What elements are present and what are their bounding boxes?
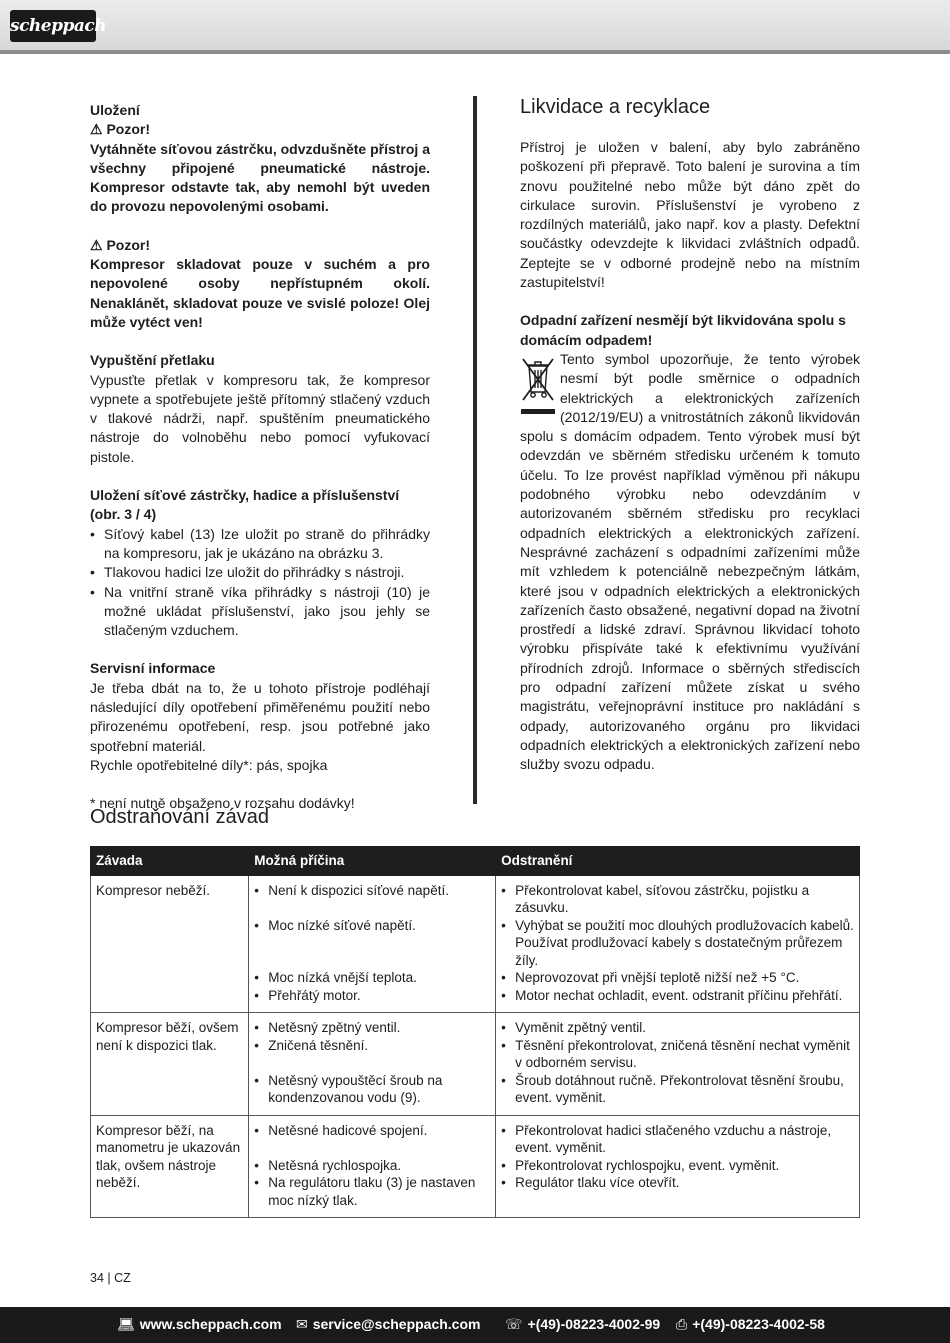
list-item: • Překontrolovat rychlospojku, event. vyměnit. xyxy=(501,1157,854,1175)
cause-cell xyxy=(249,875,496,1013)
left-column xyxy=(90,101,430,814)
overpressure-heading: Vypuštění přetlaku xyxy=(90,352,215,369)
page-number: 34 | CZ xyxy=(90,1271,131,1285)
service-heading: Servisní informace xyxy=(90,660,216,677)
fault-cell: Kompresor neběží. xyxy=(91,875,249,1013)
list-item: • Moc nízká vnější teplota. xyxy=(254,969,490,987)
table-row xyxy=(91,875,860,1013)
website-text: www.scheppach.com xyxy=(139,1316,282,1332)
table-header-row xyxy=(91,847,860,876)
remedy-cell xyxy=(496,875,860,1013)
list-item: • Moc nízké síťové napětí. xyxy=(254,917,490,935)
table-row xyxy=(91,1013,860,1116)
list-item: • Regulátor tlaku více otevřít. xyxy=(501,1174,854,1192)
telephone-icon: ☏ xyxy=(505,1316,523,1332)
table-row xyxy=(91,1115,860,1218)
envelope-icon: ✉ xyxy=(296,1316,308,1332)
weee-heading: Odpadní zařízení nesmějí být likvidována spolu s domácím odpadem! xyxy=(520,312,846,348)
list-item: • Zničená těsnění. xyxy=(254,1037,490,1055)
column-divider xyxy=(473,96,477,804)
list-item: • Přehřátý motor. xyxy=(254,987,490,1005)
footer-website[interactable] xyxy=(117,1316,282,1333)
storage-heading: Uložení xyxy=(90,102,140,118)
warning-text: Kompresor skladovat pouze v suchém a pro nepovolené osoby nepřístupném okolí. Nenaklánět, skladovat pouze ve svislé poloze! Olej může vytéct ven! xyxy=(90,256,430,330)
right-column xyxy=(520,93,860,775)
phone-text: +(49)-08223-4002-99 xyxy=(527,1316,661,1332)
warning-label: ⚠ Pozor! xyxy=(90,121,150,138)
column-header: Možná příčina xyxy=(249,847,496,876)
weee-text: Tento symbol upozorňuje, že tento výrobek nesmí být podle směrnice o odpadních elektrických a elektronických zařízeních (2012/19/EU) a vnitrostátních zákonů likvidován spolu s domácím odpadem. Tento výrobek musí být odevzdán ve sběrném středisku určeném k tomuto účelu. To lze provést například výměnou při nákupu podobného výrobku nebo odevzdáním v autorizovaném sběrném středisku pro recyklaci odpadních elektrických a elektronických zařízení. Nesprávné zacházení s odpadními zařízeními může mít vzhledem k potenciálně nebezpečným látkám, které jsou v odpadních elektrických a elektronických zařízeních často obsažené, negativní dopad na životní prostředí a lidské zdraví. Správnou likvidací tohoto výrobku přispíváte také k efektivnímu využívání přírodních zdrojů. Informace o sběrných střediscích pro odpadní zařízení můžete získat u svého magistrátu, veřejnoprávní instituce pro nakládání s odpady, autorizovaného orgánu pro likvidaci odpadních elektrických a elektronických zařízení nebo služby svozu odpadu. xyxy=(520,350,860,773)
list-item: • Šroub dotáhnout ručně. Překontrolovat těsnění šroubu, event. vyměnit. xyxy=(501,1072,854,1107)
list-item: • Překontrolovat kabel, síťovou zástrčku, pojistku a zásuvku. xyxy=(501,882,854,917)
cause-cell xyxy=(249,1013,496,1116)
list-item: • Těsnění překontrolovat, zničená těsnění nechat vyměnit v odborném servisu. xyxy=(501,1037,854,1072)
list-item: • Vyhýbat se použití moc dlouhých prodlužovacích kabelů. Používat prodlužovací kabely s dostatečným průřezem žíly. xyxy=(501,917,854,970)
fax-icon: ⎙ xyxy=(676,1316,688,1332)
disposal-intro: Přístroj je uložen v balení, aby bylo zabráněno poškození při přepravě. Toto balení je surovina a tím znovu použitelné nebo může být dáno zpět do cirkulace surovin. Příslušenství je vyrobeno z rozdílných materiálů, jako např. kov a plasty. Defektní součástky odevzdejte k likvidaci zvláštních odpadů. Zeptejte se v odborné prodejně nebo na místním zastupitelství! xyxy=(520,139,860,291)
footnote: * není nutně obsaženo v rozsahu dodávky! xyxy=(90,795,355,812)
list-item: • Na vnitřní straně víka přihrádky s nástroji (10) je možné ukládat příslušenství, jako jsou jehly se stlačeným vzduchem. xyxy=(90,583,430,641)
service-text: Je třeba dbát na to, že u tohoto přístroje podléhají následující díly opotřebení přiměřenému použití nebo přirozenému opotřebení, resp. jsou potřebné jako spotřební materiál. xyxy=(90,679,430,754)
list-item: • Neprovozovat při vnější teplotě nižší než +5 °C. xyxy=(501,969,854,987)
troubleshooting-table xyxy=(90,846,860,1218)
service-parts: Rychle opotřebitelné díly*: pás, spojka xyxy=(90,756,328,773)
remedy-cell xyxy=(496,1115,860,1218)
warning-text: Vytáhněte síťovou zástrčku, odvzdušněte přístroj a všechny připojené pneumatické nástroje. Kompresor odstavte tak, aby nemohl být uveden do provozu nepovolenými osobami. xyxy=(90,140,430,215)
cord-storage-list xyxy=(90,525,430,641)
cord-storage-heading: Uložení síťové zástrčky, hadice a příslušenství (obr. 3 / 4) xyxy=(90,487,400,523)
list-item: • Na regulátoru tlaku (3) je nastaven moc nízký tlak. xyxy=(254,1174,490,1209)
list-item: • Netěsná rychlospojka. xyxy=(254,1157,490,1175)
list-item: • Síťový kabel (13) lze uložit po straně do přihrádky na kompresoru, jak je ukázáno na obrázku 3. xyxy=(90,525,430,564)
fault-cell: Kompresor běží, ovšem není k dispozici tlak. xyxy=(91,1013,249,1116)
fax-text: +(49)-08223-4002-58 xyxy=(692,1316,825,1332)
list-item: • Tlakovou hadici lze uložit do přihrádky s nástroji. xyxy=(90,563,430,582)
troubleshooting-title: Odstraňování závad xyxy=(90,806,269,828)
monitor-icon: 💻︎ xyxy=(117,1316,135,1332)
footer-email[interactable] xyxy=(296,1316,480,1333)
list-item: • Netěsný vypouštěcí šroub na kondenzovanou vodu (9). xyxy=(254,1072,490,1107)
cause-cell xyxy=(249,1115,496,1218)
column-header: Odstranění xyxy=(496,847,860,876)
disposal-heading: Likvidace a recyklace xyxy=(520,96,711,118)
list-item: • Není k dispozici síťové napětí. xyxy=(254,882,490,900)
email-text: service@scheppach.com xyxy=(312,1316,481,1332)
fault-cell: Kompresor běží, na manometru je ukazován tlak, ovšem nástroje neběží. xyxy=(91,1115,249,1218)
column-header: Závada xyxy=(91,847,249,876)
list-item: • Překontrolovat hadici stlačeného vzduchu a nástroje, event. vyměnit. xyxy=(501,1122,854,1157)
scheppach-logo: scheppach xyxy=(10,10,96,42)
footer-phone xyxy=(505,1316,660,1333)
list-item: • Netěsné hadicové spojení. xyxy=(254,1122,490,1140)
crossed-out-wheeled-bin-icon xyxy=(520,354,556,416)
page-footer xyxy=(0,1307,950,1343)
warning-label: ⚠ Pozor! xyxy=(90,236,150,253)
remedy-cell xyxy=(496,1013,860,1116)
list-item: • Netěsný zpětný ventil. xyxy=(254,1019,490,1037)
list-item: • Vyměnit zpětný ventil. xyxy=(501,1019,854,1037)
page-header xyxy=(0,0,950,54)
footer-fax xyxy=(676,1316,825,1333)
list-item: • Motor nechat ochladit, event. odstranit příčinu přehřátí. xyxy=(501,987,854,1005)
overpressure-text: Vypusťte přetlak v kompresoru tak, že kompresor vypnete a spotřebujete ještě přítomný stlačený vzduch v tlakové nádrži, např. spuštěním pneumatického nástroje do volnoběhu nebo pomocí vyfukovací pistole. xyxy=(90,371,430,465)
